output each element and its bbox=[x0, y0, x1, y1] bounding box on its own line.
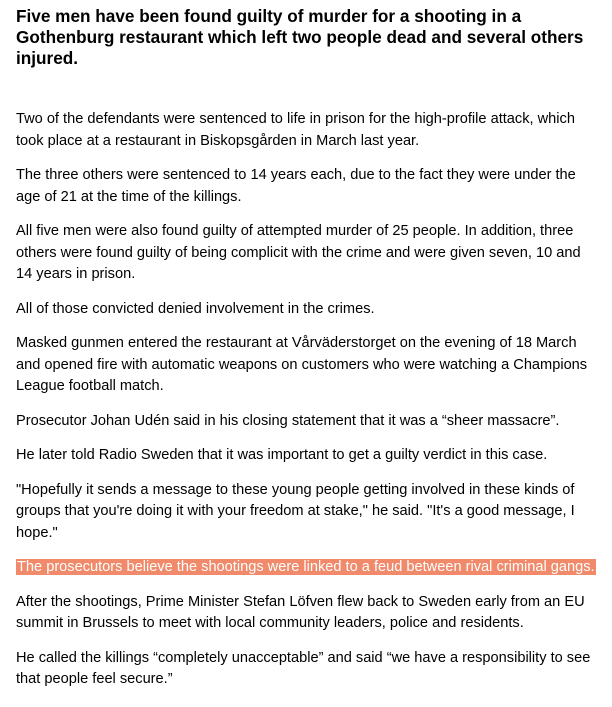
paragraph-text: He called the killings “completely unacceptable” and said “we have a responsibility to see that people feel secure.” bbox=[16, 649, 591, 687]
paragraph-attempted-murder bbox=[16, 221, 600, 286]
paragraph-denied bbox=[16, 299, 600, 321]
paragraph-text: The three others were sentenced to 14 years each, due to the fact they were under the age of 21 at the time of the killings. bbox=[16, 167, 576, 205]
paragraph-quote bbox=[16, 480, 600, 545]
paragraph-text: Two of the defendants were sentenced to life in prison for the high-profile attack, which took place at a restaurant in Biskopsgården in March last year. bbox=[16, 111, 575, 149]
paragraph-text: After the shootings, Prime Minister Stefan Löfven flew back to Sweden early from an EU summit in Brussels to meet with local community leaders, police and residents. bbox=[16, 593, 585, 631]
paragraph-text: All of those convicted denied involvement in the crimes. bbox=[16, 300, 375, 317]
paragraph-unacceptable bbox=[16, 648, 600, 691]
paragraph-highlighted bbox=[16, 557, 600, 579]
paragraph-sentencing bbox=[16, 109, 600, 152]
paragraph-text: He later told Radio Sweden that it was important to get a guilty verdict in this case. bbox=[16, 447, 548, 463]
article bbox=[16, 0, 600, 704]
paragraph-text: All five men were also found guilty of attempted murder of 25 people. In addition, three others were found guilty of being complicit with the crime and were given seven, 10 and 14 years in prison. bbox=[16, 223, 581, 282]
paragraph-text: Prosecutor Johan Udén said in his closing statement that it was a “sheer massacre”. bbox=[16, 412, 560, 429]
paragraph-radio-sweden bbox=[16, 445, 600, 467]
article-headline: Five men have been found guilty of murder for a shooting in a Gothenburg restaurant which left two people dead and several others injured. bbox=[16, 6, 584, 68]
paragraph-prime-minister bbox=[16, 592, 600, 635]
highlighted-text: The prosecutors believe the shootings were linked to a feud between rival criminal gangs. bbox=[17, 559, 595, 575]
paragraph-prosecutor bbox=[16, 411, 600, 433]
article-body bbox=[16, 109, 600, 691]
paragraph-text: Masked gunmen entered the restaurant at Vårväderstorget on the evening of 18 March and opened fire with automatic weapons on customers who were watching a Champions League football match. bbox=[16, 335, 588, 394]
paragraph-gunmen bbox=[16, 333, 600, 398]
paragraph-text: "Hopefully it sends a message to these young people getting involved in these kinds of groups that you're doing it with your freedom at stake," he said. "It's a good message, I hope." bbox=[16, 481, 575, 541]
paragraph-others-sentenced bbox=[16, 165, 600, 208]
